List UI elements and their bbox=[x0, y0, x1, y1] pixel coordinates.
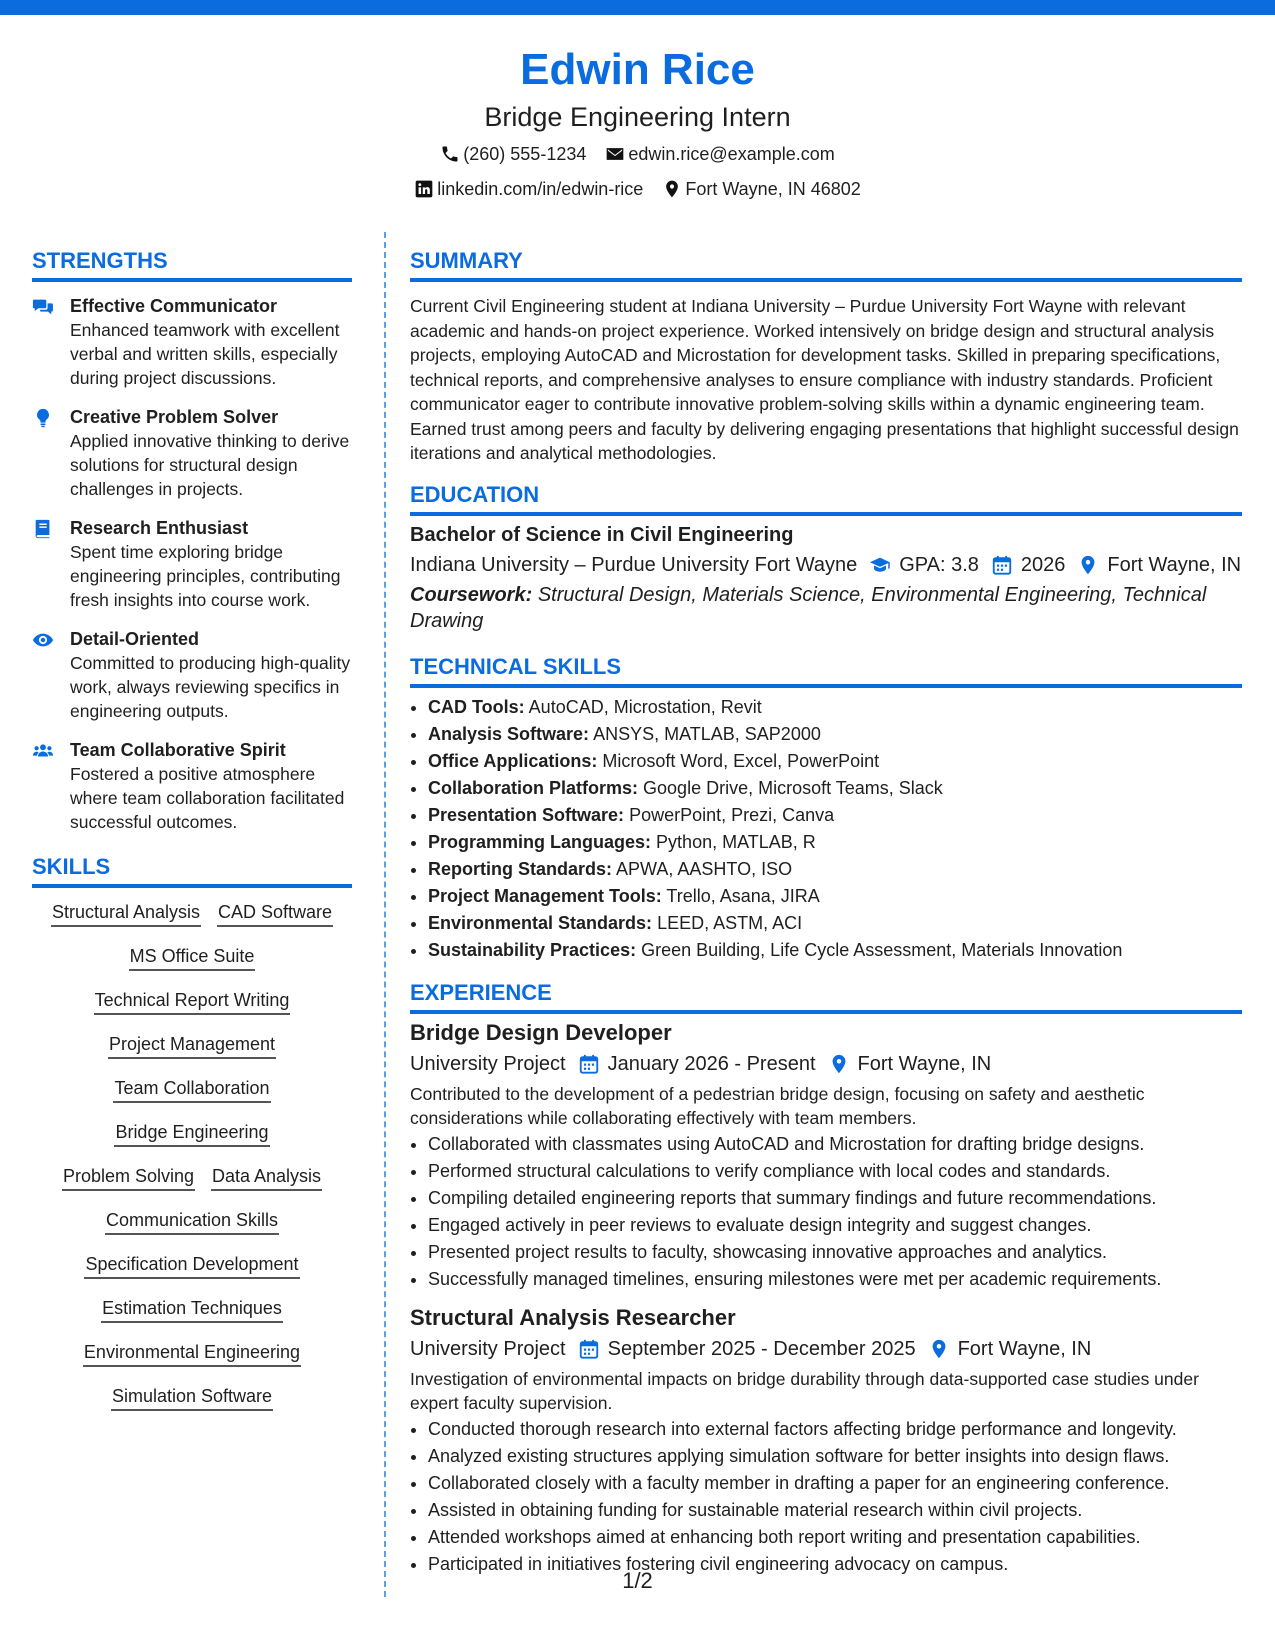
tech-label: Office Applications: bbox=[428, 750, 598, 771]
tech-value: AutoCAD, Microstation, Revit bbox=[528, 696, 762, 717]
edu-details bbox=[410, 550, 1242, 580]
skill-tag: Project Management bbox=[108, 1032, 276, 1059]
job-entry bbox=[410, 1303, 1242, 1578]
tech-label: CAD Tools: bbox=[428, 696, 525, 717]
phone-text: (260) 555-1234 bbox=[463, 144, 587, 164]
summary-heading: SUMMARY bbox=[410, 246, 1242, 282]
list-item bbox=[428, 802, 1242, 829]
list-item: • Conducted thorough research into external factors affecting bridge performance and longevity. bbox=[428, 1416, 1242, 1443]
education-heading: EDUCATION bbox=[410, 480, 1242, 516]
comments-icon bbox=[32, 296, 54, 318]
tech-label: Programming Languages: bbox=[428, 831, 652, 852]
list-item bbox=[428, 721, 1242, 748]
list-item bbox=[428, 775, 1242, 802]
job-org: University Project bbox=[410, 1337, 566, 1360]
eye-icon bbox=[32, 629, 54, 651]
skills-list bbox=[32, 900, 352, 1411]
tech-value: Google Drive, Microsoft Teams, Slack bbox=[643, 777, 943, 798]
tech-label: Collaboration Platforms: bbox=[428, 777, 639, 798]
tech-label: Analysis Software: bbox=[428, 723, 590, 744]
tech-value: Python, MATLAB, R bbox=[656, 831, 816, 852]
strength-title: Effective Communicator bbox=[70, 296, 278, 316]
job-meta bbox=[410, 1048, 1242, 1080]
linkedin-text[interactable]: linkedin.com/in/edwin-rice bbox=[437, 179, 644, 199]
technical-skills-heading: TECHNICAL SKILLS bbox=[410, 652, 1242, 688]
list-item: • Presented project results to faculty, showcasing innovative approaches and analytics. bbox=[428, 1239, 1242, 1266]
tech-value: Green Building, Life Cycle Assessment, Materials Innovation bbox=[641, 939, 1123, 960]
job-bullets bbox=[410, 1131, 1242, 1293]
strength-desc: Enhanced teamwork with excellent verbal and written skills, especially during project discussions. bbox=[70, 320, 340, 388]
strength-item bbox=[32, 627, 352, 723]
summary-text: Current Civil Engineering student at Indiana University – Purdue University Fort Wayne with relevant academic and hands-on project experience. Worked intensively on bridge design and structural analysis projects, employing AutoCAD and Microstation for development tasks. Skilled in preparing specifications, technical reports, and comprehensive analyses to ensure compliance with industry standards. Proficient communicator eager to contribute innovative problem-solving skills within a dynamic engineering team. Earned trust among peers and faculty by delivering engaging presentations that highlight successful design iterations and analytical methodologies. bbox=[410, 296, 1239, 463]
graduation-cap-icon bbox=[869, 554, 891, 576]
job-description: Contributed to the development of a pedestrian bridge design, focusing on safety and aesthetic considerations while collaborating effectively with team members. bbox=[410, 1083, 1145, 1128]
skill-tag: Bridge Engineering bbox=[114, 1120, 269, 1147]
skill-tag: MS Office Suite bbox=[129, 944, 256, 971]
strength-item bbox=[32, 294, 352, 390]
tech-value: PowerPoint, Prezi, Canva bbox=[629, 804, 835, 825]
map-pin-icon bbox=[662, 179, 682, 199]
phone-contact bbox=[440, 140, 586, 168]
tech-value: Microsoft Word, Excel, PowerPoint bbox=[602, 750, 880, 771]
list-item bbox=[428, 883, 1242, 910]
envelope-icon bbox=[605, 144, 625, 164]
technical-skills-list bbox=[410, 694, 1242, 964]
strength-item bbox=[32, 516, 352, 612]
skill-tag: Technical Report Writing bbox=[94, 988, 291, 1015]
email-contact[interactable] bbox=[605, 140, 834, 168]
skill-tag: Problem Solving bbox=[62, 1164, 195, 1191]
job-dates: January 2026 - Present bbox=[607, 1052, 816, 1075]
coursework-label: Coursework: bbox=[410, 583, 533, 606]
skill-tag: Simulation Software bbox=[111, 1384, 273, 1411]
skill-tag: Specification Development bbox=[84, 1252, 299, 1279]
edu-degree: Bachelor of Science in Civil Engineering bbox=[410, 523, 794, 546]
strength-item bbox=[32, 405, 352, 501]
skill-tag: Team Collaboration bbox=[113, 1076, 270, 1103]
map-pin-icon bbox=[928, 1338, 950, 1360]
edu-location: Fort Wayne, IN bbox=[1107, 553, 1242, 576]
lightbulb-icon bbox=[32, 407, 54, 429]
contact-row-2 bbox=[0, 175, 1275, 207]
list-item bbox=[428, 694, 1242, 721]
list-item: • Successfully managed timelines, ensuring milestones were met per academic requirements. bbox=[428, 1266, 1242, 1293]
book-icon bbox=[32, 518, 54, 540]
strength-item bbox=[32, 738, 352, 834]
list-item bbox=[428, 748, 1242, 775]
job-org: University Project bbox=[410, 1052, 566, 1075]
candidate-title: Bridge Engineering Intern bbox=[484, 102, 791, 132]
job-description: Investigation of environmental impacts on bridge durability through data-supported case studies under expert faculty supervision. bbox=[410, 1368, 1199, 1413]
list-item bbox=[428, 937, 1242, 964]
email-text[interactable]: edwin.rice@example.com bbox=[628, 144, 835, 164]
edu-gpa: GPA: 3.8 bbox=[899, 553, 979, 576]
tech-value: LEED, ASTM, ACI bbox=[657, 912, 803, 933]
strength-title: Research Enthusiast bbox=[70, 518, 249, 538]
map-pin-icon bbox=[828, 1053, 850, 1075]
skill-tag: Structural Analysis bbox=[51, 900, 201, 927]
tech-label: Sustainability Practices: bbox=[428, 939, 637, 960]
job-title: Structural Analysis Researcher bbox=[410, 1304, 736, 1330]
strength-desc: Committed to producing high-quality work, always reviewing specifics in engineering outputs. bbox=[70, 653, 351, 721]
tech-value: APWA, AASHTO, ISO bbox=[616, 858, 793, 879]
tech-label: Project Management Tools: bbox=[428, 885, 662, 906]
linkedin-contact[interactable] bbox=[414, 175, 643, 203]
tech-value: ANSYS, MATLAB, SAP2000 bbox=[593, 723, 821, 744]
list-item bbox=[428, 910, 1242, 937]
skill-tag: CAD Software bbox=[217, 900, 333, 927]
job-meta bbox=[410, 1333, 1242, 1365]
job-dates: September 2025 - December 2025 bbox=[607, 1337, 916, 1360]
list-item: • Collaborated with classmates using AutoCAD and Microstation for drafting bridge designs. bbox=[428, 1131, 1242, 1158]
resume-header bbox=[0, 40, 1275, 207]
strength-desc: Applied innovative thinking to derive solutions for structural design challenges in projects. bbox=[70, 431, 350, 499]
skill-tag: Environmental Engineering bbox=[83, 1340, 301, 1367]
job-entry bbox=[410, 1018, 1242, 1293]
skill-tag: Estimation Techniques bbox=[101, 1296, 283, 1323]
list-item: • Participated in initiatives fostering civil engineering advocacy on campus. bbox=[428, 1551, 1242, 1578]
job-location: Fort Wayne, IN bbox=[857, 1052, 992, 1075]
map-pin-icon bbox=[1077, 554, 1099, 576]
job-bullets bbox=[410, 1416, 1242, 1578]
job-location: Fort Wayne, IN bbox=[957, 1337, 1092, 1360]
skill-tag: Communication Skills bbox=[105, 1208, 279, 1235]
tech-label: Environmental Standards: bbox=[428, 912, 653, 933]
strength-desc: Spent time exploring bridge engineering principles, contributing fresh insights into course work. bbox=[70, 542, 341, 610]
strength-title: Creative Problem Solver bbox=[70, 407, 279, 427]
job-title: Bridge Design Developer bbox=[410, 1019, 672, 1045]
list-item: • Assisted in obtaining funding for sustainable material research within civil projects. bbox=[428, 1497, 1242, 1524]
tech-label: Reporting Standards: bbox=[428, 858, 613, 879]
users-icon bbox=[32, 740, 54, 762]
skills-heading: SKILLS bbox=[32, 852, 352, 888]
calendar-icon bbox=[578, 1053, 600, 1075]
column-divider bbox=[384, 232, 386, 1597]
calendar-icon bbox=[578, 1338, 600, 1360]
phone-icon bbox=[440, 144, 460, 164]
calendar-icon bbox=[991, 554, 1013, 576]
edu-school: Indiana University – Purdue University Fort Wayne bbox=[410, 553, 858, 576]
coursework-list: Structural Design, Materials Science, Environmental Engineering, Technical Drawing bbox=[410, 583, 1207, 632]
list-item: • Engaged actively in peer reviews to evaluate design integrity and suggest changes. bbox=[428, 1212, 1242, 1239]
location-text: Fort Wayne, IN 46802 bbox=[685, 179, 861, 199]
skill-tag: Data Analysis bbox=[211, 1164, 322, 1191]
strength-title: Detail-Oriented bbox=[70, 629, 200, 649]
strengths-heading: STRENGTHS bbox=[32, 246, 352, 282]
list-item: • Analyzed existing structures applying simulation software for better insights into design flaws. bbox=[428, 1443, 1242, 1470]
list-item: • Attended workshops aimed at enhancing both report writing and presentation capabilities. bbox=[428, 1524, 1242, 1551]
strength-title: Team Collaborative Spirit bbox=[70, 740, 286, 760]
experience-heading: EXPERIENCE bbox=[410, 978, 1242, 1014]
top-accent-bar bbox=[0, 0, 1275, 15]
list-item: • Collaborated closely with a faculty member in drafting a paper for an engineering conference. bbox=[428, 1470, 1242, 1497]
tech-value: Trello, Asana, JIRA bbox=[666, 885, 820, 906]
tech-label: Presentation Software: bbox=[428, 804, 625, 825]
linkedin-icon bbox=[414, 179, 434, 199]
list-item: • Performed structural calculations to verify compliance with local codes and standards. bbox=[428, 1158, 1242, 1185]
list-item: • Compiling detailed engineering reports that summary findings and future recommendations. bbox=[428, 1185, 1242, 1212]
location-contact bbox=[662, 175, 860, 203]
left-column bbox=[32, 246, 352, 1428]
edu-year: 2026 bbox=[1020, 553, 1066, 576]
candidate-name: Edwin Rice bbox=[520, 45, 755, 94]
strength-desc: Fostered a positive atmosphere where team collaboration facilitated successful outcomes. bbox=[70, 764, 345, 832]
page-number: 1/2 bbox=[622, 1568, 653, 1593]
right-column bbox=[410, 246, 1242, 1578]
edu-coursework bbox=[410, 582, 1242, 634]
list-item bbox=[428, 829, 1242, 856]
contact-row-1 bbox=[0, 140, 1275, 172]
list-item bbox=[428, 856, 1242, 883]
